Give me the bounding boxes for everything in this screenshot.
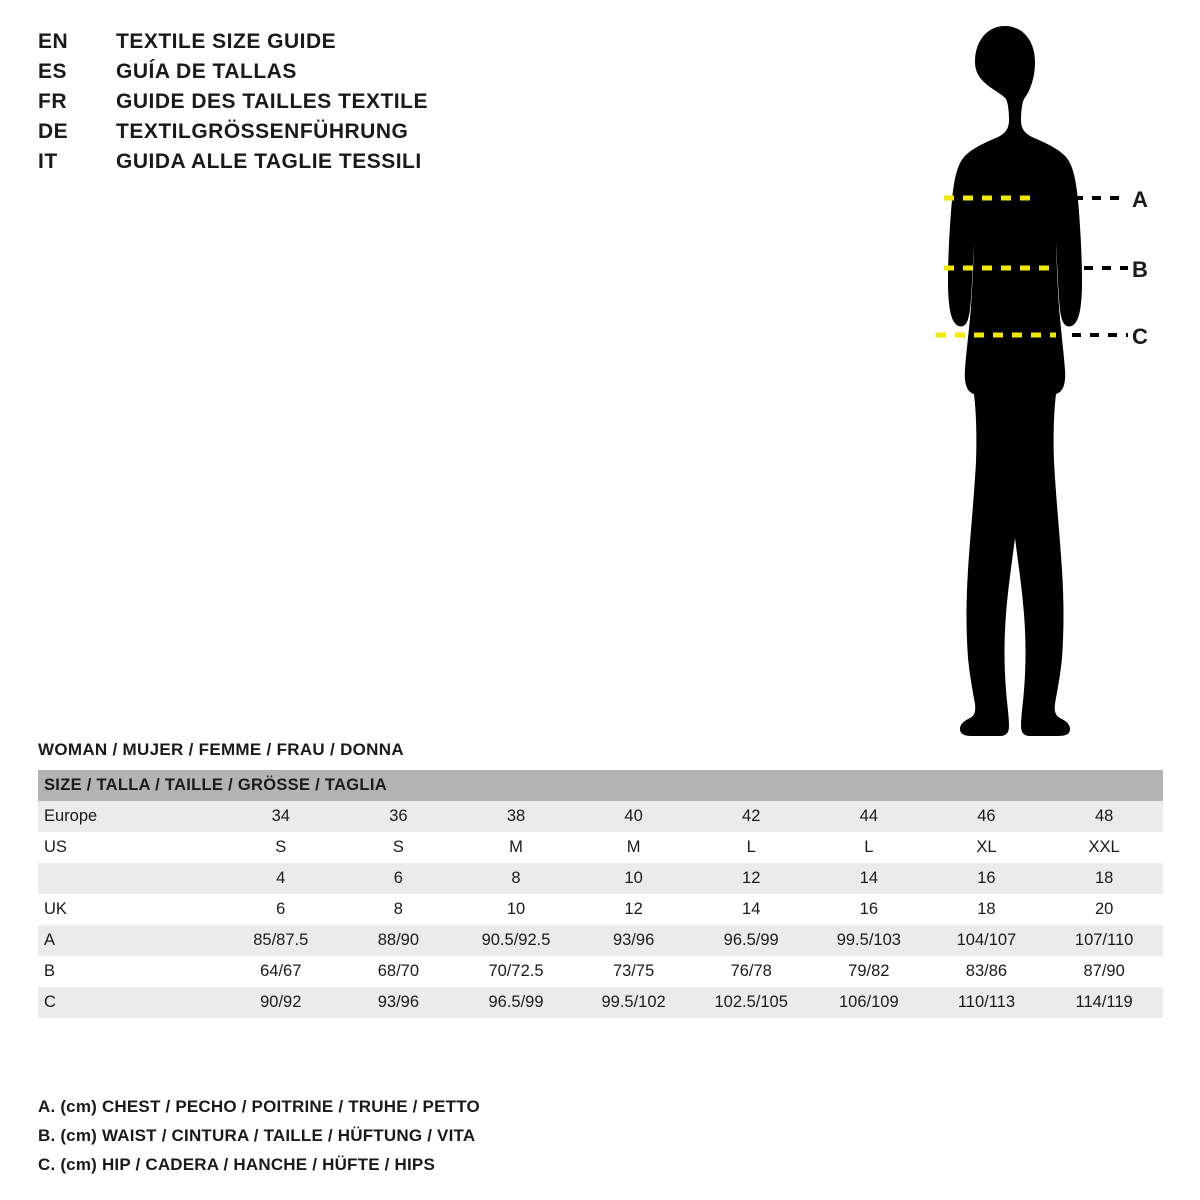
cell: 8 [340,894,458,925]
cell: 16 [810,894,928,925]
marker-letter-b: B [1132,257,1148,282]
cell: 104/107 [928,925,1046,956]
cell: 4 [222,863,340,894]
table-row [38,801,1163,832]
title-lang-fr: FR [38,90,67,113]
row-label-a: A [38,925,222,956]
cell: 83/86 [928,956,1046,987]
row-label-europe: Europe [38,801,222,832]
table-caption: WOMAN / MUJER / FEMME / FRAU / DONNA [38,740,404,759]
cell: 12 [575,894,693,925]
cell: 10 [457,894,575,925]
cell: 42 [692,801,810,832]
cell: 96.5/99 [692,925,810,956]
cell: 99.5/102 [575,987,693,1018]
table-header-cell: SIZE / TALLA / TAILLE / GRÖSSE / TAGLIA [38,770,1163,801]
row-label-us-numeric [38,863,222,894]
table-row [38,925,1163,956]
title-text-fr: GUIDE DES TAILLES TEXTILE [116,90,428,113]
cell: 87/90 [1045,956,1163,987]
row-label-uk: UK [38,894,222,925]
cell: 96.5/99 [457,987,575,1018]
footnote-waist: B. (cm) WAIST / CINTURA / TAILLE / HÜFTUNG / VITA [38,1126,476,1145]
row-label-b: B [38,956,222,987]
cell: L [810,832,928,863]
title-text-de: TEXTILGRÖSSENFÜHRUNG [116,120,409,143]
cell: 88/90 [340,925,458,956]
cell: 6 [222,894,340,925]
cell: 46 [928,801,1046,832]
title-lang-es: ES [38,60,68,83]
footnote-hip: C. (cm) HIP / CADERA / HANCHE / HÜFTE / HIPS [38,1155,436,1174]
cell: 73/75 [575,956,693,987]
cell: 48 [1045,801,1163,832]
marker-letter-a: A [1132,187,1148,212]
row-label-c: C [38,987,222,1018]
cell: 107/110 [1045,925,1163,956]
cell: 70/72.5 [457,956,575,987]
title-row [38,30,658,60]
measurement-legend [38,1092,738,1179]
marker-letter-c: C [1132,324,1148,349]
cell: 99.5/103 [810,925,928,956]
title-row [38,90,658,120]
cell: 114/119 [1045,987,1163,1018]
table-row [38,956,1163,987]
cell: 14 [810,863,928,894]
title-text-es: GUÍA DE TALLAS [116,60,297,83]
cell: 40 [575,801,693,832]
cell: 79/82 [810,956,928,987]
table-row [38,894,1163,925]
cell: 93/96 [340,987,458,1018]
title-lang-en: EN [38,30,69,53]
cell: 64/67 [222,956,340,987]
cell: 16 [928,863,1046,894]
cell: S [340,832,458,863]
cell: M [575,832,693,863]
table-row [38,863,1163,894]
cell: M [457,832,575,863]
cell: S [222,832,340,863]
cell: 38 [457,801,575,832]
table-row [38,987,1163,1018]
table-row [38,832,1163,863]
cell: 12 [692,863,810,894]
cell: 90.5/92.5 [457,925,575,956]
cell: 110/113 [928,987,1046,1018]
cell: 20 [1045,894,1163,925]
cell: 6 [340,863,458,894]
cell: 106/109 [810,987,928,1018]
title-row [38,60,658,90]
size-table-section [38,740,1163,1018]
cell: 18 [1045,863,1163,894]
title-text-it: GUIDA ALLE TAGLIE TESSILI [116,150,422,173]
size-table [38,770,1163,1018]
row-label-us: US [38,832,222,863]
cell: 10 [575,863,693,894]
female-silhouette-icon [948,26,1082,736]
cell: 85/87.5 [222,925,340,956]
cell: L [692,832,810,863]
measurement-figure [860,10,1190,750]
cell: 93/96 [575,925,693,956]
cell: XXL [1045,832,1163,863]
cell: 14 [692,894,810,925]
table-header-row [38,770,1163,801]
title-lang-de: DE [38,120,69,143]
cell: 44 [810,801,928,832]
cell: 76/78 [692,956,810,987]
footnote-chest: A. (cm) CHEST / PECHO / POITRINE / TRUHE / PETTO [38,1097,480,1116]
cell: 102.5/105 [692,987,810,1018]
title-text-en: TEXTILE SIZE GUIDE [116,30,337,53]
cell: 18 [928,894,1046,925]
title-row [38,120,658,150]
cell: 68/70 [340,956,458,987]
cell: 90/92 [222,987,340,1018]
cell: XL [928,832,1046,863]
cell: 34 [222,801,340,832]
title-row [38,150,658,180]
title-block [38,30,658,180]
cell: 8 [457,863,575,894]
title-lang-it: IT [38,150,58,173]
cell: 36 [340,801,458,832]
